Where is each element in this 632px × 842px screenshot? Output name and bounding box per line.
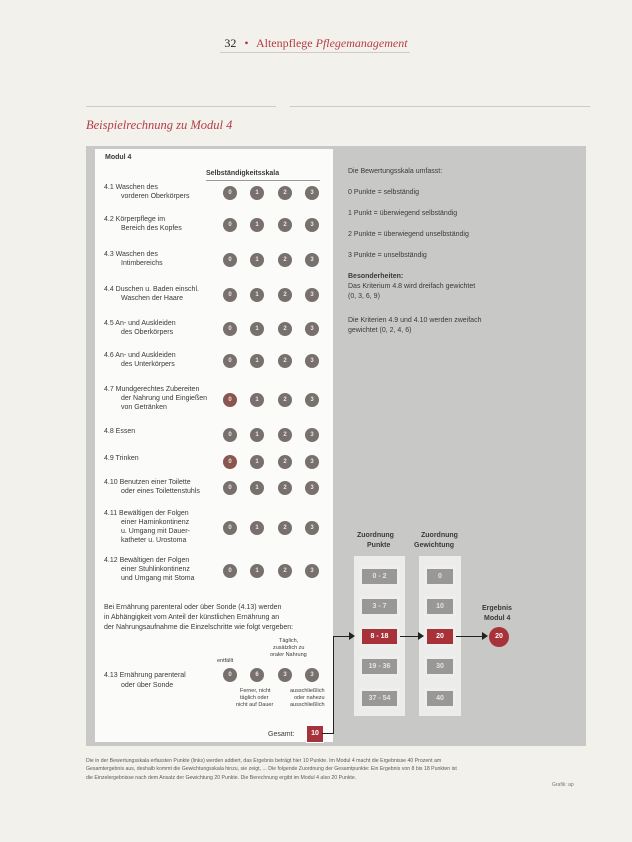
enteral-note-3: der Nahrungsaufnahme die Einzelschritte wie folgt vergeben: bbox=[104, 624, 294, 631]
row-12-point-1[interactable]: 1 bbox=[250, 564, 264, 578]
row-11-text-1: 4.11 Bewältigen der Folgen bbox=[104, 510, 189, 517]
row-413-point-2[interactable]: 3 bbox=[278, 668, 292, 682]
row-12-text-1: 4.12 Bewältigen der Folgen bbox=[104, 557, 190, 564]
connector-total-vertical bbox=[333, 636, 334, 734]
row-2-point-2[interactable]: 2 bbox=[278, 218, 292, 232]
result-value: 20 bbox=[489, 627, 509, 647]
special-title: Besonderheiten: bbox=[348, 273, 404, 280]
label-taeglich-1: Täglich, bbox=[279, 638, 299, 644]
row-5-text-1: 4.5 An- und Auskleiden bbox=[104, 320, 176, 327]
label-ausschl-1: ausschließlich bbox=[290, 688, 325, 694]
row-3-point-3[interactable]: 3 bbox=[305, 253, 319, 267]
weight-value-2: 10 bbox=[424, 596, 456, 617]
row-4-text-2: Waschen der Haare bbox=[121, 295, 183, 302]
row-5-text-2: des Oberkörpers bbox=[121, 329, 174, 336]
weight-value-4: 30 bbox=[424, 656, 456, 677]
arrow-to-weights bbox=[418, 632, 424, 640]
row-12-text-2: einer Stuhlinkontinenz bbox=[121, 566, 190, 573]
row-3-point-0[interactable]: 0 bbox=[223, 253, 237, 267]
row-5-point-1[interactable]: 1 bbox=[250, 322, 264, 336]
row-7-point-0[interactable]: 0 bbox=[223, 393, 237, 407]
result-title-2: Modul 4 bbox=[484, 615, 511, 622]
book-title-part2: Pflegemanagement bbox=[315, 36, 408, 50]
row-7-point-1[interactable]: 1 bbox=[250, 393, 264, 407]
scale-heading: Selbständigkeitsskala bbox=[206, 170, 280, 177]
row-413-line2: oder über Sonde bbox=[121, 682, 174, 689]
special-1-line1: Das Kriterium 4.8 wird dreifach gewichtet bbox=[348, 283, 476, 290]
module-heading: Modul 4 bbox=[105, 154, 132, 161]
row-4-point-0[interactable]: 0 bbox=[223, 288, 237, 302]
row-6-point-3[interactable]: 3 bbox=[305, 354, 319, 368]
row-9-point-0[interactable]: 0 bbox=[223, 455, 237, 469]
row-3-point-1[interactable]: 1 bbox=[250, 253, 264, 267]
weight-value-3: 20 bbox=[424, 626, 456, 647]
enteral-note-2: in Abhängigkeit vom Anteil der künstlichen Ernährung an bbox=[104, 614, 280, 621]
row-11-point-3[interactable]: 3 bbox=[305, 521, 319, 535]
row-413-point-1[interactable]: 6 bbox=[250, 668, 264, 682]
row-11-point-1[interactable]: 1 bbox=[250, 521, 264, 535]
row-4-point-3[interactable]: 3 bbox=[305, 288, 319, 302]
row-8-point-3[interactable]: 3 bbox=[305, 428, 319, 442]
row-6-point-2[interactable]: 2 bbox=[278, 354, 292, 368]
row-11-text-4: katheter u. Urostoma bbox=[121, 537, 187, 544]
rating-title: Die Bewertungsskala umfasst: bbox=[348, 168, 443, 175]
label-taeglich-2: zusätzlich zu bbox=[273, 645, 305, 651]
row-12-point-3[interactable]: 3 bbox=[305, 564, 319, 578]
row-12-text-3: und Umgang mit Stoma bbox=[121, 575, 195, 582]
row-10-point-1[interactable]: 1 bbox=[250, 481, 264, 495]
points-range-2: 3 - 7 bbox=[359, 596, 400, 617]
special-2-line2: gewichtet (0, 2, 4, 6) bbox=[348, 327, 412, 334]
label-ausschl-3: ausschließlich bbox=[290, 702, 325, 708]
arrow-to-result bbox=[482, 632, 488, 640]
row-12-point-2[interactable]: 2 bbox=[278, 564, 292, 578]
row-9-point-2[interactable]: 2 bbox=[278, 455, 292, 469]
row-5-point-3[interactable]: 3 bbox=[305, 322, 319, 336]
row-2-point-0[interactable]: 0 bbox=[223, 218, 237, 232]
row-8-point-2[interactable]: 2 bbox=[278, 428, 292, 442]
row-1-text-2: vorderen Oberkörpers bbox=[121, 193, 190, 200]
running-header bbox=[0, 36, 632, 51]
row-6-point-0[interactable]: 0 bbox=[223, 354, 237, 368]
row-10-point-3[interactable]: 3 bbox=[305, 481, 319, 495]
row-11-text-3: u. Umgang mit Dauer- bbox=[121, 528, 190, 535]
row-10-point-0[interactable]: 0 bbox=[223, 481, 237, 495]
row-413-point-0[interactable]: 0 bbox=[223, 668, 237, 682]
row-3-text-2: Intimbereichs bbox=[121, 260, 163, 267]
arrow-to-points bbox=[349, 632, 355, 640]
row-7-text-2: der Nahrung und Eingießen bbox=[121, 395, 208, 402]
col2-title-2: Gewichtung bbox=[414, 542, 455, 549]
label-ferner-2: täglich oder bbox=[240, 695, 269, 701]
row-4-point-2[interactable]: 2 bbox=[278, 288, 292, 302]
col1-title-2: Punkte bbox=[367, 542, 391, 549]
label-taeglich-3: oraler Nahrung bbox=[270, 652, 307, 658]
row-1-point-1[interactable]: 1 bbox=[250, 186, 264, 200]
label-ferner-3: nicht auf Dauer bbox=[236, 702, 274, 708]
row-9-point-3[interactable]: 3 bbox=[305, 455, 319, 469]
points-range-3: 8 - 18 bbox=[359, 626, 400, 647]
row-3-text-1: 4.3 Waschen des bbox=[104, 251, 158, 258]
book-title-part1: Altenpflege bbox=[255, 36, 313, 50]
row-5-point-0[interactable]: 0 bbox=[223, 322, 237, 336]
connector-to-points bbox=[333, 636, 350, 637]
row-6-text-2: des Unterkörpers bbox=[121, 361, 175, 368]
row-9-point-1[interactable]: 1 bbox=[250, 455, 264, 469]
rating-item-3: 3 Punkte = unselbständig bbox=[348, 252, 427, 259]
row-2-text-1: 4.2 Körperpflege im bbox=[104, 216, 166, 223]
row-2-point-3[interactable]: 3 bbox=[305, 218, 319, 232]
connector-total-horizontal bbox=[322, 733, 334, 734]
special-1-line2: (0, 3, 6, 9) bbox=[348, 293, 380, 300]
rating-item-0: 0 Punkte = selbständig bbox=[348, 189, 420, 196]
header-rule bbox=[220, 52, 410, 53]
section-title: Beispielrechnung zu Modul 4 bbox=[86, 118, 233, 132]
row-9-text-1: 4.9 Trinken bbox=[104, 455, 139, 462]
points-range-5: 37 - 54 bbox=[359, 688, 400, 709]
connector-to-result bbox=[456, 636, 483, 637]
row-7-text-1: 4.7 Mundgerechtes Zubereiten bbox=[104, 386, 200, 393]
row-4-point-1[interactable]: 1 bbox=[250, 288, 264, 302]
label-ausschl-2: oder nahezu bbox=[294, 695, 325, 701]
section-rule-left bbox=[86, 106, 276, 107]
enteral-note-1: Bei Ernährung parenteral oder über Sonde (4.13) werden bbox=[104, 604, 282, 611]
row-10-text-1: 4.10 Benutzen einer Toilette bbox=[104, 479, 191, 486]
row-413-line1: 4.13 Ernährung parenteral bbox=[104, 672, 186, 679]
rating-item-2: 2 Punkte = überwiegend unselbständig bbox=[348, 231, 469, 238]
rating-item-1: 1 Punkt = überwiegend selbständig bbox=[348, 210, 458, 217]
row-6-text-1: 4.6 An- und Auskleiden bbox=[104, 352, 176, 359]
row-1-point-2[interactable]: 2 bbox=[278, 186, 292, 200]
row-11-point-2[interactable]: 2 bbox=[278, 521, 292, 535]
section-rule-right bbox=[290, 106, 590, 107]
caption-line-1: Die in der Bewertungsskala erfassten Punkte (links) werden addiert, das Ergebnis beträgt hier 10 Punkte. Im Modul 4 macht die Ergebnisse 40 Prozent am bbox=[86, 758, 442, 764]
row-7-point-2[interactable]: 2 bbox=[278, 393, 292, 407]
scale-heading-rule bbox=[206, 180, 320, 181]
result-title-1: Ergebnis bbox=[482, 605, 512, 612]
points-range-1: 0 - 2 bbox=[359, 566, 400, 587]
row-2-text-2: Bereich des Kopfes bbox=[121, 225, 182, 232]
row-6-point-1[interactable]: 1 bbox=[250, 354, 264, 368]
row-2-point-1[interactable]: 1 bbox=[250, 218, 264, 232]
page-number: 32 bbox=[224, 36, 237, 50]
row-8-text-1: 4.8 Essen bbox=[104, 428, 136, 435]
label-entfaellt: entfällt bbox=[217, 658, 234, 664]
row-3-point-2[interactable]: 2 bbox=[278, 253, 292, 267]
row-1-point-0[interactable]: 0 bbox=[223, 186, 237, 200]
total-label: Gesamt: bbox=[268, 731, 295, 738]
caption-credit: Grafik: ap bbox=[552, 782, 574, 788]
caption-line-2: Gesamtergebnis aus, deshalb kommt die Gewichtungsskala hinzu, sie zeigt, ... Die folgende Zuordnung der Gesamtpunkte: Ein Ergebnis von 8 bis 18 Punkten ist bbox=[86, 766, 457, 773]
col1-title-1: Zuordnung bbox=[357, 532, 394, 539]
row-12-point-0[interactable]: 0 bbox=[223, 564, 237, 578]
caption-line-3: die Einzelergebnisse nach dem Ansatz der Gewichtung 20 Punkte. Die Berechnung ergibt im Modul 4 also 20 Punkte. bbox=[86, 774, 357, 781]
col2-title-1: Zuordnung bbox=[421, 532, 458, 539]
figure-caption bbox=[86, 757, 591, 782]
row-4-text-1: 4.4 Duschen u. Baden einschl. bbox=[104, 286, 199, 293]
weight-value-1: 0 bbox=[424, 566, 456, 587]
row-10-point-2[interactable]: 2 bbox=[278, 481, 292, 495]
row-10-text-2: oder eines Toilettenstuhls bbox=[121, 488, 200, 495]
header-separator: • bbox=[244, 36, 249, 50]
row-5-point-2[interactable]: 2 bbox=[278, 322, 292, 336]
row-8-point-0[interactable]: 0 bbox=[223, 428, 237, 442]
row-7-point-3[interactable]: 3 bbox=[305, 393, 319, 407]
row-1-point-3[interactable]: 3 bbox=[305, 186, 319, 200]
row-11-point-0[interactable]: 0 bbox=[223, 521, 237, 535]
special-2-line1: Die Kriterien 4.9 und 4.10 werden zweifach bbox=[348, 317, 482, 324]
weight-value-5: 40 bbox=[424, 688, 456, 709]
connector-to-weights bbox=[400, 636, 419, 637]
row-8-point-1[interactable]: 1 bbox=[250, 428, 264, 442]
total-value: 10 bbox=[306, 725, 324, 743]
row-7-text-3: von Getränken bbox=[121, 404, 167, 411]
row-1-text-1: 4.1 Waschen des bbox=[104, 184, 158, 191]
row-413-point-3[interactable]: 3 bbox=[305, 668, 319, 682]
points-range-4: 19 - 36 bbox=[359, 656, 400, 677]
row-11-text-2: einer Harninkontinenz bbox=[121, 519, 190, 526]
label-ferner-1: Ferner, nicht bbox=[240, 688, 271, 694]
